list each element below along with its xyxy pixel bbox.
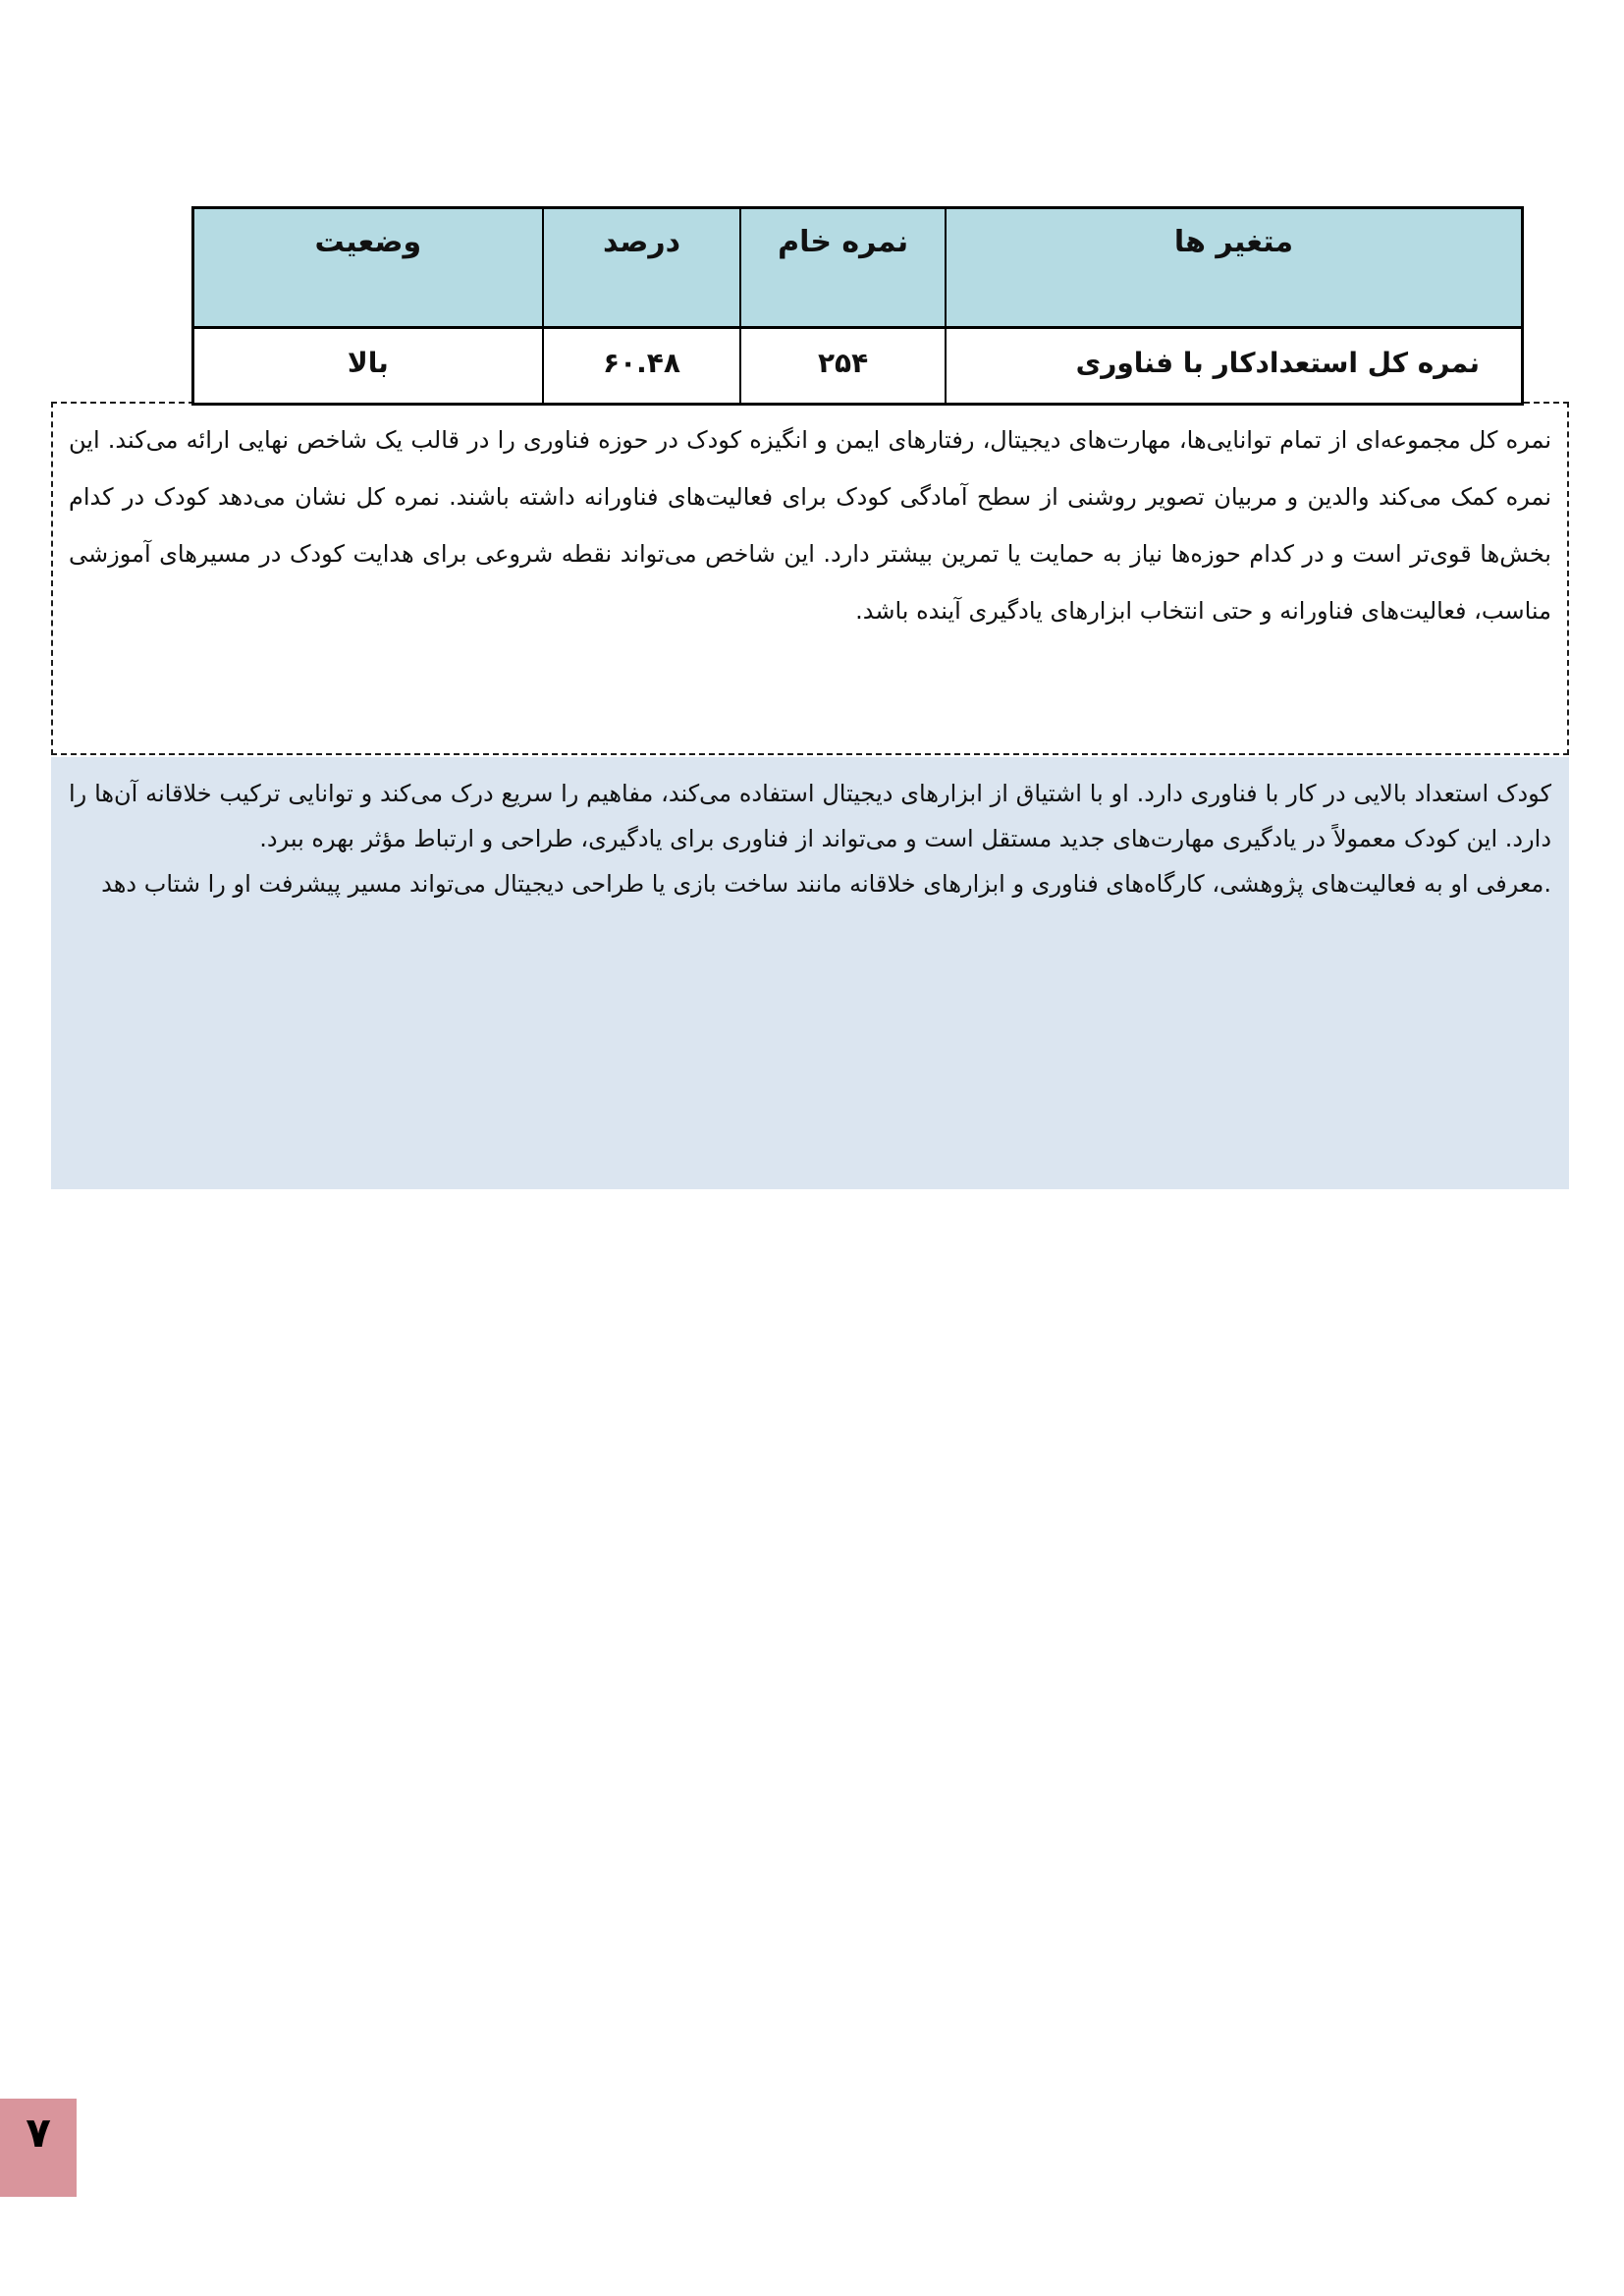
table-row [193,328,1523,405]
page-number-badge [0,2099,77,2197]
cell-status: بالا [193,328,543,405]
score-description-box [51,402,1569,755]
percent-value: ۶۰.۴۸ [602,347,680,379]
header-cell-raw-score: نمره خام [740,208,946,328]
header-cell-variables: متغیر ها [946,208,1523,328]
page-number: ۷ [26,2108,51,2157]
header-cell-status: وضعیت [193,208,543,328]
cell-variable-name: نمره کل استعدادکار با فناوری [946,328,1523,405]
score-description-text: نمره کل مجموعه‌ای از تمام توانایی‌ها، مهارت‌های دیجیتال، رفتارهای ایمن و انگیزه کودک در حوزه فناوری را در قالب یک شاخص نهایی ارائه می‌کند. این نمره کمک می‌کند والدین و مربیان تصویر روشنی از سطح آمادگی کودک برای فعالیت‌های فناورانه داشته باشند. نمره کل نشان می‌دهد کودک در کدام بخش‌ها قوی‌تر است و در کدام حوزه‌ها نیاز به حمایت یا تمرین بیشتر دارد. این شاخص می‌تواند نقطه شروعی برای هدایت کودک در مسیرهای آموزشی مناسب، فعالیت‌های فناورانه و حتی انتخاب ابزارهای یادگیری آینده باشد. [69,426,1551,625]
interpretation-box [51,757,1569,1189]
raw-score-value: ۲۵۴ [817,347,869,379]
header-cell-percent: درصد [543,208,741,328]
score-summary-table [191,206,1524,406]
cell-raw-score [740,328,946,405]
cell-percent [543,328,741,405]
table-header-row [193,208,1523,328]
interpretation-paragraph-2: .معرفی او به فعالیت‌های پژوهشی، کارگاه‌های فناوری و ابزارهای خلاقانه مانند ساخت بازی یا طراحی دیجیتال می‌تواند مسیر پیشرفت او را شتاب دهد [101,870,1551,898]
interpretation-paragraph-1: کودک استعداد بالایی در کار با فناوری دارد. او با اشتیاق از ابزارهای دیجیتال استفاده می‌کند، مفاهیم را سریع درک می‌کند و توانایی ترکیب خلاقانه آن‌ها را دارد. این کودک معمولاً در یادگیری مهارت‌های جدید مستقل است و می‌تواند از فناوری برای یادگیری، طراحی و ارتباط مؤثر بهره ببرد. [69,780,1551,852]
